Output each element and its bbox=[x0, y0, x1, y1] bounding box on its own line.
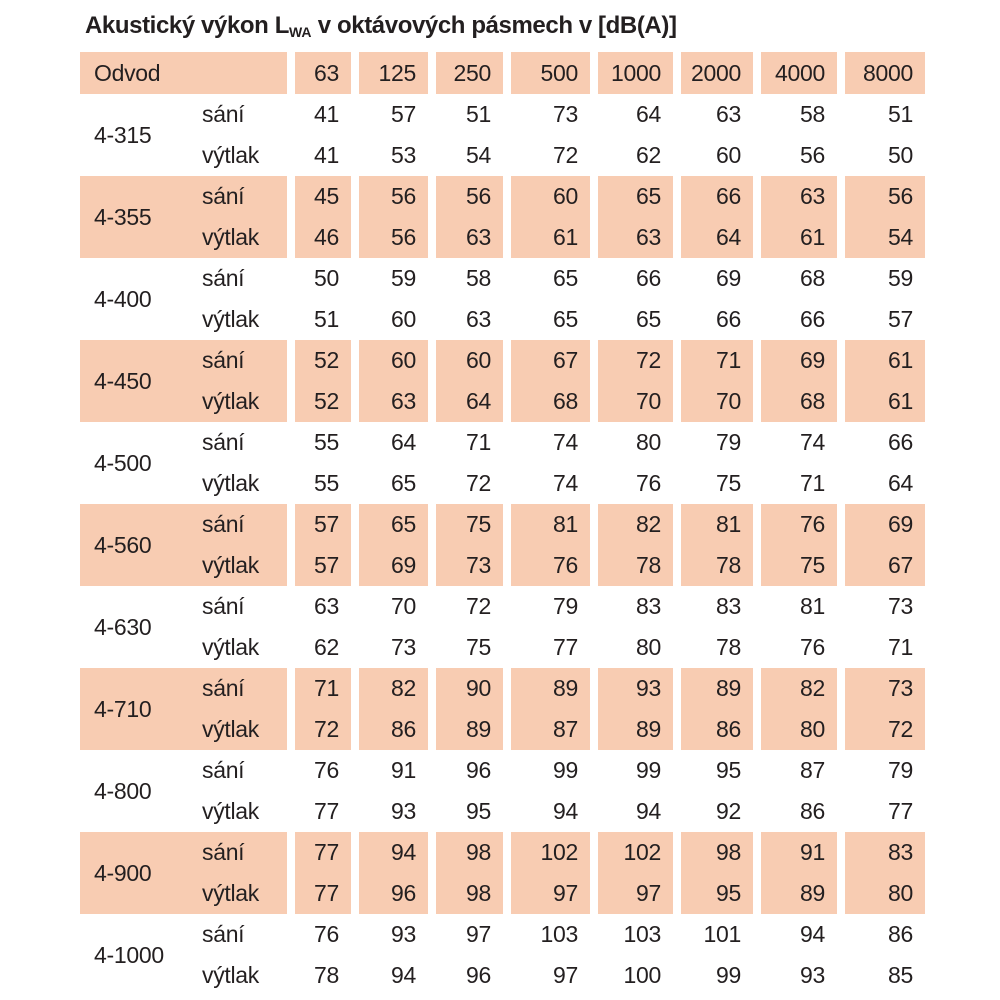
value-cell: 89 bbox=[590, 709, 673, 750]
value-cell: 79 bbox=[503, 586, 590, 627]
group-row-sani bbox=[80, 258, 925, 299]
mode-label-sani: sání bbox=[202, 101, 245, 127]
group-row-vytlak bbox=[80, 135, 925, 176]
group-row-sani bbox=[80, 422, 925, 463]
value-cell: 63 bbox=[753, 176, 837, 217]
value-cell: 91 bbox=[753, 832, 837, 873]
header-freq-125: 125 bbox=[351, 52, 428, 94]
value-cell: 80 bbox=[837, 873, 925, 914]
group-row-vytlak bbox=[80, 791, 925, 832]
value-cell: 61 bbox=[837, 381, 925, 422]
value-cell: 56 bbox=[351, 176, 428, 217]
value-cell: 93 bbox=[753, 955, 837, 996]
value-cell: 97 bbox=[428, 914, 503, 955]
value-cell: 65 bbox=[503, 299, 590, 340]
mode-label-sani: sání bbox=[202, 265, 245, 291]
value-cell: 66 bbox=[590, 258, 673, 299]
size-cell: 4-560 bbox=[80, 504, 200, 586]
group-row-sani bbox=[80, 914, 925, 955]
group-row-sani bbox=[80, 94, 925, 135]
value-cell: 80 bbox=[753, 709, 837, 750]
title-subscript: WA bbox=[288, 24, 312, 40]
mode-label-vytlak: výtlak bbox=[200, 217, 287, 258]
value-cell: 73 bbox=[837, 586, 925, 627]
value-cell: 56 bbox=[428, 176, 503, 217]
group-row-vytlak bbox=[80, 873, 925, 914]
value-cell: 57 bbox=[287, 504, 351, 545]
value-cell: 75 bbox=[673, 463, 753, 504]
value-cell: 96 bbox=[351, 873, 428, 914]
value-cell: 53 bbox=[351, 135, 428, 176]
mode-label-vytlak: výtlak bbox=[202, 142, 259, 168]
value-cell: 86 bbox=[673, 709, 753, 750]
value-cell: 66 bbox=[673, 176, 753, 217]
value-cell: 97 bbox=[590, 873, 673, 914]
value-cell: 81 bbox=[503, 504, 590, 545]
value-cell: 81 bbox=[673, 504, 753, 545]
mode-label-sani: sání bbox=[200, 340, 287, 381]
value-cell: 56 bbox=[753, 135, 837, 176]
size-cell: 4-800 bbox=[94, 777, 152, 804]
group-row-sani bbox=[80, 340, 925, 381]
value-cell: 52 bbox=[287, 340, 351, 381]
value-cell: 95 bbox=[673, 750, 753, 791]
value-cell: 78 bbox=[287, 955, 351, 996]
value-cell: 79 bbox=[837, 750, 925, 791]
value-cell: 87 bbox=[503, 709, 590, 750]
value-cell: 73 bbox=[428, 545, 503, 586]
value-cell: 76 bbox=[287, 750, 351, 791]
value-cell: 72 bbox=[503, 135, 590, 176]
value-cell: 95 bbox=[673, 873, 753, 914]
value-cell: 64 bbox=[428, 381, 503, 422]
value-cell: 59 bbox=[351, 258, 428, 299]
value-cell: 65 bbox=[351, 463, 428, 504]
value-cell: 41 bbox=[287, 94, 351, 135]
value-cell: 76 bbox=[287, 914, 351, 955]
value-cell: 68 bbox=[753, 381, 837, 422]
value-cell: 58 bbox=[428, 258, 503, 299]
value-cell: 54 bbox=[837, 217, 925, 258]
size-cell: 4-630 bbox=[94, 613, 152, 640]
value-cell: 69 bbox=[753, 340, 837, 381]
value-cell: 54 bbox=[428, 135, 503, 176]
value-cell: 69 bbox=[351, 545, 428, 586]
header-freq-4000: 4000 bbox=[753, 52, 837, 94]
value-cell: 99 bbox=[503, 750, 590, 791]
value-cell: 81 bbox=[753, 586, 837, 627]
size-cell: 4-900 bbox=[80, 832, 200, 914]
group-row-sani bbox=[80, 176, 925, 217]
size-cell: 4-710 bbox=[80, 668, 200, 750]
size-cell: 4-315 bbox=[94, 121, 152, 148]
value-cell: 72 bbox=[287, 709, 351, 750]
value-cell: 57 bbox=[287, 545, 351, 586]
value-cell: 61 bbox=[503, 217, 590, 258]
group-row-vytlak bbox=[80, 545, 925, 586]
value-cell: 69 bbox=[837, 504, 925, 545]
value-cell: 55 bbox=[287, 422, 351, 463]
value-cell: 71 bbox=[753, 463, 837, 504]
size-cell: 4-1000 bbox=[94, 941, 164, 968]
value-cell: 82 bbox=[590, 504, 673, 545]
value-cell: 63 bbox=[428, 217, 503, 258]
mode-label-vytlak: výtlak bbox=[202, 798, 259, 824]
value-cell: 55 bbox=[287, 463, 351, 504]
value-cell: 86 bbox=[753, 791, 837, 832]
value-cell: 82 bbox=[753, 668, 837, 709]
header-freq-1000: 1000 bbox=[590, 52, 673, 94]
value-cell: 50 bbox=[837, 135, 925, 176]
value-cell: 66 bbox=[837, 422, 925, 463]
group-row-sani bbox=[80, 586, 925, 627]
value-cell: 80 bbox=[590, 627, 673, 668]
value-cell: 78 bbox=[590, 545, 673, 586]
value-cell: 75 bbox=[753, 545, 837, 586]
header-freq-500: 500 bbox=[503, 52, 590, 94]
value-cell: 63 bbox=[351, 381, 428, 422]
value-cell: 63 bbox=[673, 94, 753, 135]
value-cell: 77 bbox=[287, 791, 351, 832]
value-cell: 96 bbox=[428, 750, 503, 791]
value-cell: 94 bbox=[503, 791, 590, 832]
value-cell: 46 bbox=[287, 217, 351, 258]
header-row bbox=[80, 52, 925, 94]
mode-label-vytlak: výtlak bbox=[202, 306, 259, 332]
value-cell: 61 bbox=[837, 340, 925, 381]
value-cell: 92 bbox=[673, 791, 753, 832]
mode-label-vytlak: výtlak bbox=[200, 381, 287, 422]
value-cell: 97 bbox=[503, 873, 590, 914]
value-cell: 64 bbox=[590, 94, 673, 135]
group-row-vytlak bbox=[80, 217, 925, 258]
value-cell: 60 bbox=[428, 340, 503, 381]
mode-label-vytlak: výtlak bbox=[202, 470, 259, 496]
value-cell: 98 bbox=[428, 873, 503, 914]
mode-label-vytlak: výtlak bbox=[200, 873, 287, 914]
value-cell: 60 bbox=[673, 135, 753, 176]
size-cell: 4-400 bbox=[94, 285, 152, 312]
value-cell: 102 bbox=[503, 832, 590, 873]
group-row-sani bbox=[80, 750, 925, 791]
acoustic-power-table bbox=[80, 52, 925, 996]
value-cell: 68 bbox=[753, 258, 837, 299]
value-cell: 83 bbox=[673, 586, 753, 627]
value-cell: 63 bbox=[428, 299, 503, 340]
group-row-sani bbox=[80, 668, 925, 709]
value-cell: 94 bbox=[590, 791, 673, 832]
value-cell: 95 bbox=[428, 791, 503, 832]
value-cell: 77 bbox=[837, 791, 925, 832]
value-cell: 71 bbox=[428, 422, 503, 463]
header-freq-250: 250 bbox=[428, 52, 503, 94]
value-cell: 78 bbox=[673, 545, 753, 586]
value-cell: 103 bbox=[590, 914, 673, 955]
group-row-vytlak bbox=[80, 299, 925, 340]
value-cell: 60 bbox=[351, 299, 428, 340]
mode-label-sani: sání bbox=[202, 429, 245, 455]
value-cell: 65 bbox=[503, 258, 590, 299]
value-cell: 93 bbox=[351, 914, 428, 955]
value-cell: 94 bbox=[351, 832, 428, 873]
group-row-sani bbox=[80, 504, 925, 545]
value-cell: 71 bbox=[673, 340, 753, 381]
value-cell: 69 bbox=[673, 258, 753, 299]
value-cell: 59 bbox=[837, 258, 925, 299]
value-cell: 89 bbox=[503, 668, 590, 709]
value-cell: 90 bbox=[428, 668, 503, 709]
value-cell: 71 bbox=[837, 627, 925, 668]
mode-label-sani: sání bbox=[200, 832, 287, 873]
value-cell: 75 bbox=[428, 504, 503, 545]
value-cell: 52 bbox=[287, 381, 351, 422]
value-cell: 65 bbox=[351, 504, 428, 545]
value-cell: 51 bbox=[837, 94, 925, 135]
value-cell: 65 bbox=[590, 299, 673, 340]
value-cell: 98 bbox=[673, 832, 753, 873]
value-cell: 80 bbox=[590, 422, 673, 463]
mode-label-sani: sání bbox=[202, 757, 245, 783]
value-cell: 83 bbox=[837, 832, 925, 873]
value-cell: 73 bbox=[351, 627, 428, 668]
title-text-start: Akustický výkon L bbox=[85, 12, 289, 39]
mode-label-sani: sání bbox=[200, 504, 287, 545]
value-cell: 51 bbox=[287, 299, 351, 340]
title-text-end: v oktávových pásmech v [dB(A)] bbox=[311, 12, 677, 39]
value-cell: 98 bbox=[428, 832, 503, 873]
value-cell: 99 bbox=[673, 955, 753, 996]
value-cell: 62 bbox=[287, 627, 351, 668]
group-row-vytlak bbox=[80, 709, 925, 750]
value-cell: 77 bbox=[287, 832, 351, 873]
value-cell: 64 bbox=[837, 463, 925, 504]
value-cell: 68 bbox=[503, 381, 590, 422]
value-cell: 71 bbox=[287, 668, 351, 709]
mode-label-vytlak: výtlak bbox=[200, 709, 287, 750]
value-cell: 89 bbox=[753, 873, 837, 914]
mode-label-vytlak: výtlak bbox=[200, 545, 287, 586]
value-cell: 65 bbox=[590, 176, 673, 217]
value-cell: 86 bbox=[837, 914, 925, 955]
value-cell: 76 bbox=[503, 545, 590, 586]
value-cell: 70 bbox=[673, 381, 753, 422]
value-cell: 56 bbox=[837, 176, 925, 217]
mode-label-sani: sání bbox=[200, 668, 287, 709]
value-cell: 50 bbox=[287, 258, 351, 299]
value-cell: 66 bbox=[753, 299, 837, 340]
value-cell: 63 bbox=[287, 586, 351, 627]
value-cell: 76 bbox=[590, 463, 673, 504]
value-cell: 93 bbox=[351, 791, 428, 832]
size-cell: 4-355 bbox=[80, 176, 200, 258]
value-cell: 87 bbox=[753, 750, 837, 791]
value-cell: 74 bbox=[503, 463, 590, 504]
value-cell: 58 bbox=[753, 94, 837, 135]
value-cell: 73 bbox=[837, 668, 925, 709]
value-cell: 85 bbox=[837, 955, 925, 996]
value-cell: 77 bbox=[287, 873, 351, 914]
value-cell: 67 bbox=[837, 545, 925, 586]
value-cell: 45 bbox=[287, 176, 351, 217]
value-cell: 99 bbox=[590, 750, 673, 791]
value-cell: 76 bbox=[753, 504, 837, 545]
header-freq-63: 63 bbox=[287, 52, 351, 94]
value-cell: 91 bbox=[351, 750, 428, 791]
value-cell: 63 bbox=[590, 217, 673, 258]
value-cell: 89 bbox=[428, 709, 503, 750]
header-freq-8000: 8000 bbox=[837, 52, 925, 94]
value-cell: 75 bbox=[428, 627, 503, 668]
value-cell: 64 bbox=[673, 217, 753, 258]
value-cell: 70 bbox=[590, 381, 673, 422]
value-cell: 77 bbox=[503, 627, 590, 668]
group-row-vytlak bbox=[80, 955, 925, 996]
value-cell: 57 bbox=[351, 94, 428, 135]
value-cell: 72 bbox=[837, 709, 925, 750]
value-cell: 79 bbox=[673, 422, 753, 463]
value-cell: 101 bbox=[673, 914, 753, 955]
group-row-vytlak bbox=[80, 463, 925, 504]
value-cell: 56 bbox=[351, 217, 428, 258]
value-cell: 70 bbox=[351, 586, 428, 627]
value-cell: 60 bbox=[351, 340, 428, 381]
value-cell: 97 bbox=[503, 955, 590, 996]
value-cell: 62 bbox=[590, 135, 673, 176]
value-cell: 94 bbox=[753, 914, 837, 955]
value-cell: 51 bbox=[428, 94, 503, 135]
value-cell: 102 bbox=[590, 832, 673, 873]
mode-label-sani: sání bbox=[202, 593, 245, 619]
value-cell: 74 bbox=[753, 422, 837, 463]
value-cell: 89 bbox=[673, 668, 753, 709]
value-cell: 86 bbox=[351, 709, 428, 750]
value-cell: 72 bbox=[428, 586, 503, 627]
value-cell: 83 bbox=[590, 586, 673, 627]
value-cell: 96 bbox=[428, 955, 503, 996]
value-cell: 60 bbox=[503, 176, 590, 217]
table-title bbox=[85, 12, 1000, 40]
value-cell: 57 bbox=[837, 299, 925, 340]
mode-label-sani: sání bbox=[200, 176, 287, 217]
value-cell: 78 bbox=[673, 627, 753, 668]
value-cell: 73 bbox=[503, 94, 590, 135]
value-cell: 94 bbox=[351, 955, 428, 996]
group-row-vytlak bbox=[80, 627, 925, 668]
value-cell: 72 bbox=[590, 340, 673, 381]
value-cell: 76 bbox=[753, 627, 837, 668]
group-row-sani bbox=[80, 832, 925, 873]
value-cell: 61 bbox=[753, 217, 837, 258]
value-cell: 66 bbox=[673, 299, 753, 340]
header-freq-2000: 2000 bbox=[673, 52, 753, 94]
value-cell: 64 bbox=[351, 422, 428, 463]
value-cell: 103 bbox=[503, 914, 590, 955]
value-cell: 74 bbox=[503, 422, 590, 463]
mode-label-vytlak: výtlak bbox=[202, 634, 259, 660]
value-cell: 67 bbox=[503, 340, 590, 381]
value-cell: 41 bbox=[287, 135, 351, 176]
value-cell: 100 bbox=[590, 955, 673, 996]
value-cell: 82 bbox=[351, 668, 428, 709]
header-odvod-label: Odvod bbox=[80, 52, 287, 94]
size-cell: 4-450 bbox=[80, 340, 200, 422]
value-cell: 93 bbox=[590, 668, 673, 709]
group-row-vytlak bbox=[80, 381, 925, 422]
size-cell: 4-500 bbox=[94, 449, 152, 476]
value-cell: 72 bbox=[428, 463, 503, 504]
mode-label-vytlak: výtlak bbox=[202, 962, 259, 988]
mode-label-sani: sání bbox=[202, 921, 245, 947]
